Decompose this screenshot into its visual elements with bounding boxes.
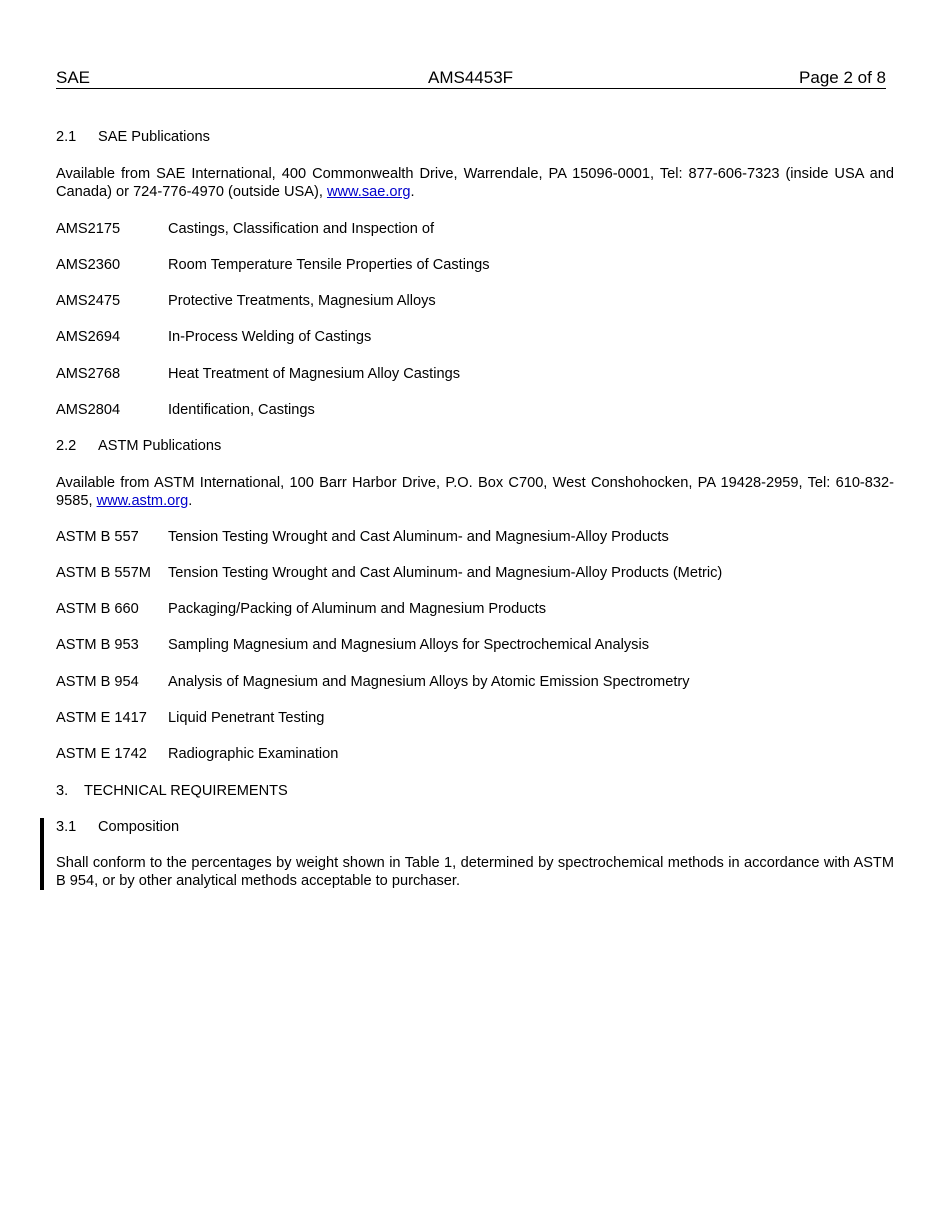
reference-row	[56, 256, 894, 274]
page-content	[56, 128, 894, 890]
reference-row	[56, 528, 894, 546]
astm-website-link[interactable]: www.astm.org	[96, 493, 189, 509]
reference-title: Radiographic Examination	[168, 746, 339, 762]
reference-title: Tension Testing Wrought and Cast Aluminum- and Magnesium-Alloy Products (Metric)	[168, 565, 723, 581]
section-3-1-heading	[56, 818, 894, 836]
reference-code: AMS2360	[56, 257, 121, 273]
reference-title: Castings, Classification and Inspection of	[168, 221, 435, 237]
reference-code: ASTM B 557	[56, 529, 139, 545]
reference-title: Packaging/Packing of Aluminum and Magnesium Products	[168, 601, 547, 617]
reference-code: AMS2694	[56, 329, 121, 345]
section-number: 3.1	[56, 819, 77, 835]
reference-row	[56, 220, 894, 238]
reference-title: Heat Treatment of Magnesium Alloy Castings	[168, 366, 461, 382]
page-header	[56, 68, 886, 89]
header-document-number: AMS4453F	[428, 68, 514, 87]
reference-title: Tension Testing Wrought and Cast Aluminum- and Magnesium-Alloy Products	[168, 529, 669, 545]
reference-code: ASTM B 953	[56, 637, 139, 653]
reference-code: ASTM B 557M	[56, 565, 151, 581]
reference-row	[56, 673, 894, 691]
section-3-heading	[56, 782, 894, 800]
reference-code: AMS2804	[56, 402, 121, 418]
reference-title: Identification, Castings	[168, 402, 315, 418]
reference-row	[56, 401, 894, 419]
composition-paragraph: Shall conform to the percentages by weight shown in Table 1, determined by spectrochemical methods in accordance with ASTM B 954, or by other analytical methods acceptable to purchaser.	[56, 855, 894, 889]
section-number: 2.2	[56, 438, 77, 454]
section-title: ASTM Publications	[98, 438, 222, 454]
reference-row	[56, 600, 894, 618]
section-title: SAE Publications	[98, 129, 210, 145]
reference-row	[56, 292, 894, 310]
section-title: Composition	[98, 819, 180, 835]
paragraph-text: Available from ASTM International, 100 Barr Harbor Drive, P.O. Box C700, West Conshohocken, PA 19428-2959, Tel: 610-832-9585,	[56, 475, 894, 509]
reference-title: Sampling Magnesium and Magnesium Alloys for Spectrochemical Analysis	[168, 637, 650, 653]
reference-row	[56, 564, 894, 582]
section-title: TECHNICAL REQUIREMENTS	[84, 783, 288, 799]
reference-title: Analysis of Magnesium and Magnesium Alloys by Atomic Emission Spectrometry	[168, 674, 690, 690]
astm-availability-paragraph	[56, 474, 894, 510]
section-2-2-heading	[56, 437, 894, 455]
paragraph-text: Available from SAE International, 400 Commonwealth Drive, Warrendale, PA 15096-0001, Tel: 877-606-7323 (inside USA and Canada) or 724-776-4970 (outside USA),	[56, 166, 894, 200]
paragraph-end: .	[410, 184, 415, 200]
section-2-1-heading	[56, 128, 894, 146]
reference-row	[56, 365, 894, 383]
sae-availability-paragraph	[56, 165, 894, 201]
reference-title: In-Process Welding of Castings	[168, 329, 372, 345]
reference-title: Liquid Penetrant Testing	[168, 710, 325, 726]
reference-code: ASTM E 1417	[56, 710, 147, 726]
paragraph-end: .	[188, 493, 193, 509]
reference-row	[56, 745, 894, 763]
sae-website-link[interactable]: www.sae.org	[326, 184, 411, 200]
reference-row	[56, 636, 894, 654]
header-organization: SAE	[56, 68, 91, 87]
header-page-number: Page 2 of 8	[799, 68, 886, 87]
reference-code: ASTM B 660	[56, 601, 139, 617]
section-number: 3.	[56, 783, 69, 799]
section-number: 2.1	[56, 129, 77, 145]
reference-row	[56, 709, 894, 727]
revision-change-bar	[40, 818, 44, 890]
reference-title: Protective Treatments, Magnesium Alloys	[168, 293, 436, 309]
reference-code: AMS2475	[56, 293, 121, 309]
reference-row	[56, 328, 894, 346]
reference-code: ASTM B 954	[56, 674, 139, 690]
reference-title: Room Temperature Tensile Properties of Castings	[168, 257, 490, 273]
reference-code: AMS2175	[56, 221, 121, 237]
reference-code: ASTM E 1742	[56, 746, 147, 762]
reference-code: AMS2768	[56, 366, 121, 382]
